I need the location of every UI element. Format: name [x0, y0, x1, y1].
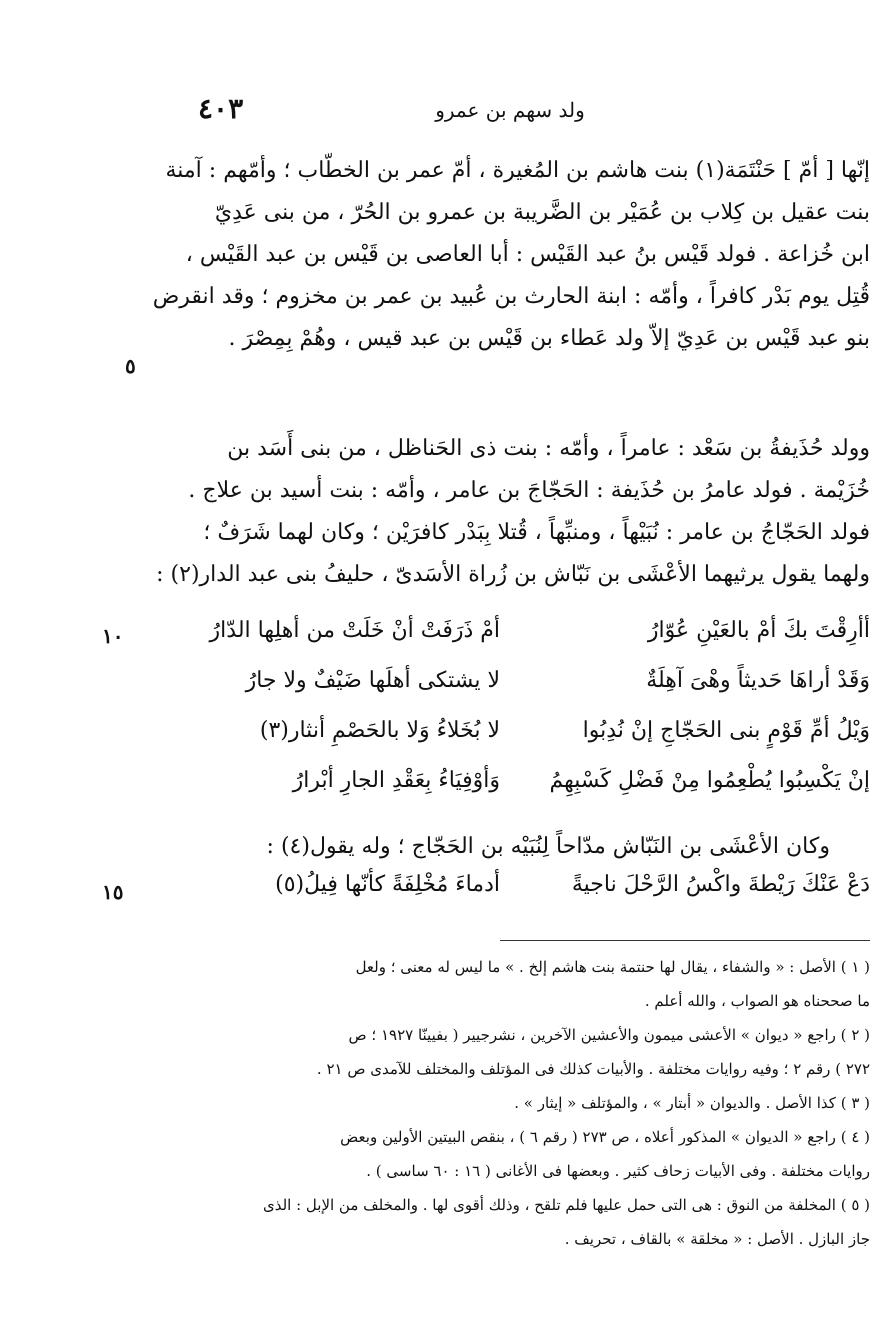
paragraph-1 — [150, 150, 870, 360]
verse-3 — [160, 718, 870, 760]
footnote-line: روايات مختلفة . وفى الأبيات زحاف كثير . وبعضها فى الأغانى ( ١٦ : ٦٠ ساسى ) . — [366, 1162, 870, 1180]
text-line: فولد الحَجّاجُ بن عامر : نُبَيْهاً ، ومنبِّهاً ، قُتلا بِبَدْر كافرَيْن ؛ وكان لهما شَرَفٌ ؛ — [203, 520, 870, 545]
verse-hemistich-1: دَعْ عَنْكَ رَيْطةَ واكْسُ الرَّحْلَ ناجيةً — [571, 872, 870, 897]
interlude — [150, 826, 870, 868]
verse-hemistich-1: أأرِقْتَ بكَ أمْ بالعَيْنِ عُوّارُ — [647, 618, 870, 643]
footnote-line: ( ٣ ) كذا الأصل . والديوان « أبتار » ، والمؤتلف « إيثار » . — [514, 1094, 870, 1112]
text-line: ولهما يقول يرثيهما الأعْشَى بن نَبّاش بن زُراة الأسَدىّ ، حليفُ بنى عبد الدار(٢) : — [156, 562, 870, 587]
verse-5 — [160, 872, 870, 914]
footnote-line: جاز البازل . الأصل : « مخلقة » بالقاف ، تحريف . — [564, 1230, 870, 1248]
footnote-line: ٢٧٢ ) رقم ٢ ؛ وفيه روايات مختلفة . والأبيات كذلك فى المؤتلف والمختلف للآمدى ص ٢١ . — [316, 1060, 870, 1078]
running-title: ولد سهم بن عمرو — [435, 98, 585, 122]
page-number: ٤٠٣ — [198, 92, 244, 125]
text-line: قُتِل يوم بَدْر كافراً ، وأمّه : ابنة الحارث بن عُبيد بن عمر بن مخزوم ؛ وقد انقرض — [152, 284, 870, 309]
verse-2 — [160, 668, 870, 710]
verse-hemistich-1: وَقَدْ أراهَا حَديثاً وهْىَ آهِلَةٌ — [646, 668, 870, 693]
verse-hemistich-2: أمْ ذَرَفَتْ أنْ خَلَتْ من أهلِها الدّارُ — [209, 618, 500, 643]
line-number-10: ١٠ — [102, 624, 124, 648]
text-line: خُزَيْمة . فولد عامرُ بن حُذَيفة : الحَجّاجَ بن عامر ، وأمّه : بنت أسيد بن علاج . — [188, 478, 870, 503]
footnote-line: ( ٢ ) راجع « ديوان » الأعشى ميمون والأعشين الآخرين ، نشرجيير ( بفيينّا ١٩٢٧ ؛ ص — [348, 1026, 870, 1044]
footnote-line: ( ١ ) الأصل : « والشفاء ، يقال لها حنتمة بنت هاشم إلخ . » ما ليس له معنى ؛ ولعل — [355, 958, 870, 976]
verse-hemistich-2: لا بُخَلاءُ وَلا بالحَصْمِ أنثار(٣) — [259, 718, 500, 743]
text-line: ابن خُزاعة . فولد قَيْس بنُ عبد القَيْس : أبا العاصى بن قَيْس بن عبد القَيْس ، — [185, 242, 870, 267]
footnotes — [130, 950, 870, 1256]
text-line: بنو عبد قَيْس بن عَدِيّ إلاّ ولد عَطاء بن قَيْس بن عبد قيس ، وهُمْ بِمِصْرَ . — [228, 326, 870, 351]
footnote-line: ( ٥ ) المخلفة من النوق : هى التى حمل عليها فلم تلقح ، وذلك أقوى لها . والمخلف من الإبل : الذى — [262, 1196, 870, 1214]
verse-hemistich-2: أدماءَ مُخْلِفَةً كأنّها فِيلُ(٥) — [275, 872, 500, 897]
text-line: وولد حُذَيفةُ بن سَعْد : عامراً ، وأمّه : بنت ذى الحَناظل ، من بنى أَسَد بن — [227, 436, 870, 461]
verse-4 — [160, 768, 870, 810]
line-number-15: ١٥ — [102, 880, 124, 904]
verse-hemistich-2: لا يشتكى أهلَها ضَيْفٌ ولا جارُ — [245, 668, 500, 693]
verse-hemistich-2: وَأوْفِيَاءُ بِعَقْدِ الجارِ أبْرارُ — [292, 768, 500, 793]
line-number-5: ٥ — [125, 354, 136, 378]
footnote-divider — [500, 940, 870, 941]
text-line: بنت عقيل بن كِلاب بن عُمَيْر بن الضَّريبة بن عمرو بن الحُرّ ، من بنى عَدِيّ — [214, 200, 870, 225]
footnote-line: ما صححناه هو الصواب ، والله أعلم . — [644, 992, 870, 1010]
paragraph-2 — [150, 428, 870, 596]
verse-1 — [160, 618, 870, 660]
verse-hemistich-1: وَيْلُ أمِّ قَوْمٍ بنى الحَجّاجِ إنْ نُدِبُوا — [582, 718, 870, 743]
page-header — [150, 92, 860, 126]
text-line: إنّها [ أمّ ] حَنْتَمَة(١) بنت هاشم بن المُغيرة ، أمّ عمر بن الخطّاب ؛ وأمّهم : آمنة — [165, 158, 870, 183]
footnote-line: ( ٤ ) راجع « الديوان » المذكور أعلاه ، ص ٢٧٣ ( رقم ٦ ) ، بنقص البيتين الأولين وبعض — [340, 1128, 870, 1146]
text-line: وكان الأعْشَى بن النَبّاش مدّاحاً لِنُبَيْه بن الحَجّاج ؛ وله يقول(٤) : — [266, 834, 830, 859]
verse-hemistich-1: إنْ يَكْسِبُوا يُطْعِمُوا مِنْ فَضْلِ كَسْبِهِمُ — [549, 768, 870, 793]
